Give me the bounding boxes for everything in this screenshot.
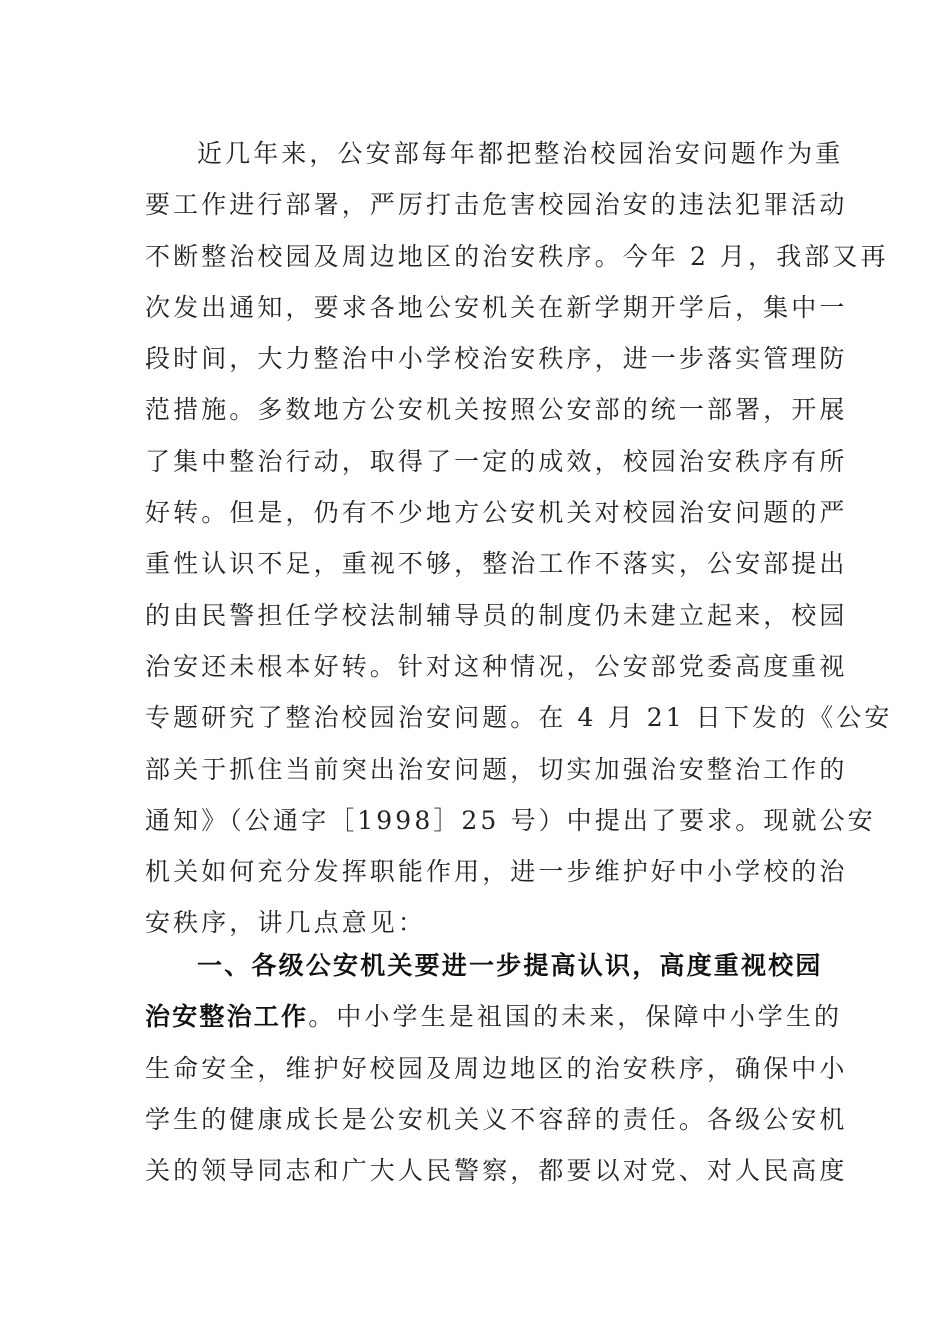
- text-line-rest: 。中小学生是祖国的未来，保障中小学生的: [308, 1002, 843, 1032]
- text-line: [145, 991, 843, 1042]
- text-line: 不断整治校园及周边地区的治安秩序。今年 2 月，我部又再: [145, 241, 889, 271]
- text-line: 通知》（公通字［1998］25 号）中提出了要求。现就公安: [145, 805, 876, 835]
- text-line: 专题研究了整治校园治安问题。在 4 月 21 日下发的《公安: [145, 703, 893, 733]
- text-line: 重性认识不足，重视不够，整治工作不落实，公安部提出: [145, 549, 848, 579]
- text-line: 治安还未根本好转。针对这种情况，公安部党委高度重视: [145, 651, 848, 681]
- text-line: 段时间，大力整治中小学校治安秩序，进一步落实管理防: [145, 344, 848, 374]
- intro-paragraph: [145, 128, 893, 949]
- text-line: 好转。但是，仍有不少地方公安机关对校园治安问题的严: [145, 498, 848, 528]
- text-line: 机关如何充分发挥职能作用，进一步维护好中小学校的治: [145, 857, 848, 887]
- text-line: 的由民警担任学校法制辅导员的制度仍未建立起来，校园: [145, 600, 848, 630]
- section-one-paragraph: [145, 940, 848, 1196]
- text-line: 近几年来，公安部每年都把整治校园治安问题作为重: [197, 139, 844, 168]
- text-line: 要工作进行部署，严厉打击危害校园治安的违法犯罪活动: [145, 190, 848, 220]
- text-line: 安秩序，讲几点意见：: [145, 908, 427, 938]
- text-line: 生命安全，维护好校园及周边地区的治安秩序，确保中小: [145, 1053, 848, 1083]
- section-heading-continued: 治安整治工作: [145, 1002, 309, 1032]
- text-line: 学生的健康成长是公安机关义不容辞的责任。各级公安机: [145, 1104, 848, 1134]
- text-line: 关的领导同志和广大人民警察，都要以对党、对人民高度: [145, 1156, 848, 1186]
- text-line: 次发出通知，要求各地公安机关在新学期开学后，集中一: [145, 292, 848, 322]
- text-line: 了集中整治行动，取得了一定的成效，校园治安秩序有所: [145, 446, 848, 476]
- text-line: 范措施。多数地方公安机关按照公安部的统一部署，开展: [145, 395, 848, 425]
- section-heading: 一、各级公安机关要进一步提高认识，高度重视校园: [197, 951, 823, 980]
- text-line: 部关于抓住当前突出治安问题，切实加强治安整治工作的: [145, 754, 848, 784]
